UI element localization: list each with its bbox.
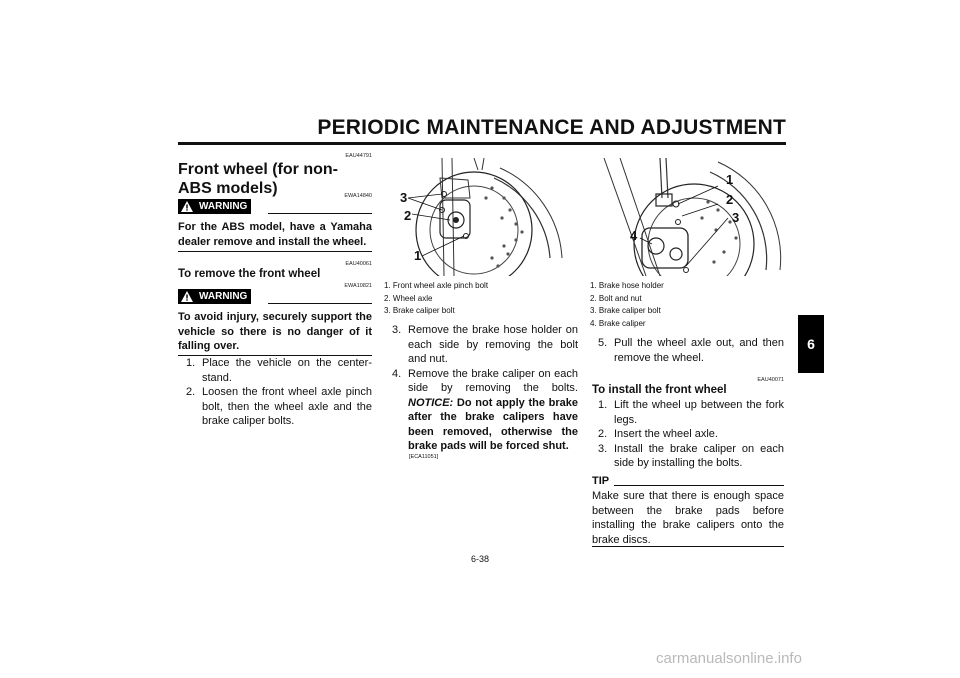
notice-label: NOTICE:	[408, 396, 454, 409]
caption-item: 2. Bolt and nut	[590, 293, 642, 303]
brake-caliper-illustration	[590, 158, 786, 276]
callout-label: 2	[404, 208, 412, 223]
list-item: 4. Remove the brake caliper on each side by removing the bolts. NOTICE: Do not apply the brake after the brake calipers have been removed, otherwise the brake pads will be forced shut.	[392, 367, 578, 452]
list-item: 5. Pull the wheel axle out, and then remove the wheel.	[598, 337, 784, 364]
page-header-title: PERIODIC MAINTENANCE AND ADJUSTMENT	[317, 116, 786, 139]
caption-item: 1. Brake hose holder	[590, 281, 664, 290]
warning-badge: WARNING	[178, 199, 251, 214]
list-item: 3. Remove the brake hose holder on each side by removing the bolt and nut.	[392, 324, 578, 365]
callout-label: 2	[726, 192, 734, 207]
subheading: To remove the front wheel	[178, 268, 321, 280]
callout-label: 1	[414, 248, 422, 263]
caption-item: 3. Brake caliper bolt	[384, 306, 455, 316]
caption-item: 2. Wheel axle	[384, 293, 433, 303]
doc-code: [ECA11051]	[409, 454, 439, 460]
notice-text: Do not apply the brake after the brake calipers have been removed, otherwise the brake pads will be forced shut.	[408, 396, 578, 452]
list-item: 1. Lift the wheel up between the fork legs.	[598, 399, 784, 426]
front-wheel-illustration	[382, 158, 578, 276]
callout-label: 3	[400, 190, 408, 205]
figure-caption	[590, 280, 786, 330]
warning-text: For the ABS model, have a Yamaha dealer remove and install the wheel.	[178, 221, 372, 248]
warning-triangle-icon	[181, 201, 193, 212]
doc-code: EAU40071	[757, 377, 784, 383]
list-item: 2. Loosen the front wheel axle pinch bolt, then the wheel axle and the brake caliper bolts.	[186, 386, 372, 427]
warning-rule	[268, 213, 372, 214]
caption-item: 1. Front wheel axle pinch bolt	[384, 281, 489, 290]
doc-code: EWA10821	[344, 283, 372, 289]
callout-label: 1	[726, 172, 734, 187]
warning-end-rule	[178, 251, 372, 252]
step-list	[392, 323, 578, 454]
list-item: 3. Install the brake caliper on each side by installing the bolts.	[598, 442, 784, 469]
doc-code: EAU44791	[345, 153, 372, 159]
section-tab: 6	[798, 315, 824, 373]
caption-item: 4. Brake caliper	[590, 318, 646, 328]
site-watermark: carmanualsonline.info	[656, 650, 802, 667]
warning-rule	[268, 303, 372, 304]
tip-text: Make sure that there is enough space between the brake pads before installing the brake calipers onto the brake discs.	[592, 490, 784, 546]
callout-label: 4	[630, 228, 638, 243]
tip-end-rule	[592, 546, 784, 547]
doc-code: EWA14840	[344, 193, 372, 199]
step-list	[598, 398, 784, 471]
subheading: To install the front wheel	[592, 384, 727, 396]
list-item: 2. Insert the wheel axle.	[598, 428, 718, 440]
warning-text: To avoid injury, securely support the vehicle so there is no danger of it falling over.	[178, 311, 372, 352]
caption-item: 3. Brake caliper bolt	[590, 306, 661, 316]
list-item: 1. Place the vehicle on the center-stand.	[186, 357, 372, 384]
warning-triangle-icon	[181, 291, 193, 302]
tip-label: TIP	[592, 475, 610, 487]
section-heading: Front wheel (for non-ABS models)	[178, 161, 338, 197]
step-list	[598, 336, 784, 365]
figure-caption	[384, 280, 580, 318]
warning-badge: WARNING	[178, 289, 251, 304]
tip-rule	[614, 485, 784, 486]
doc-code: EAU40061	[345, 261, 372, 267]
step-list	[186, 356, 372, 429]
header-rule	[178, 142, 786, 145]
callout-label: 3	[732, 210, 740, 225]
page-number: 6-38	[470, 554, 489, 564]
